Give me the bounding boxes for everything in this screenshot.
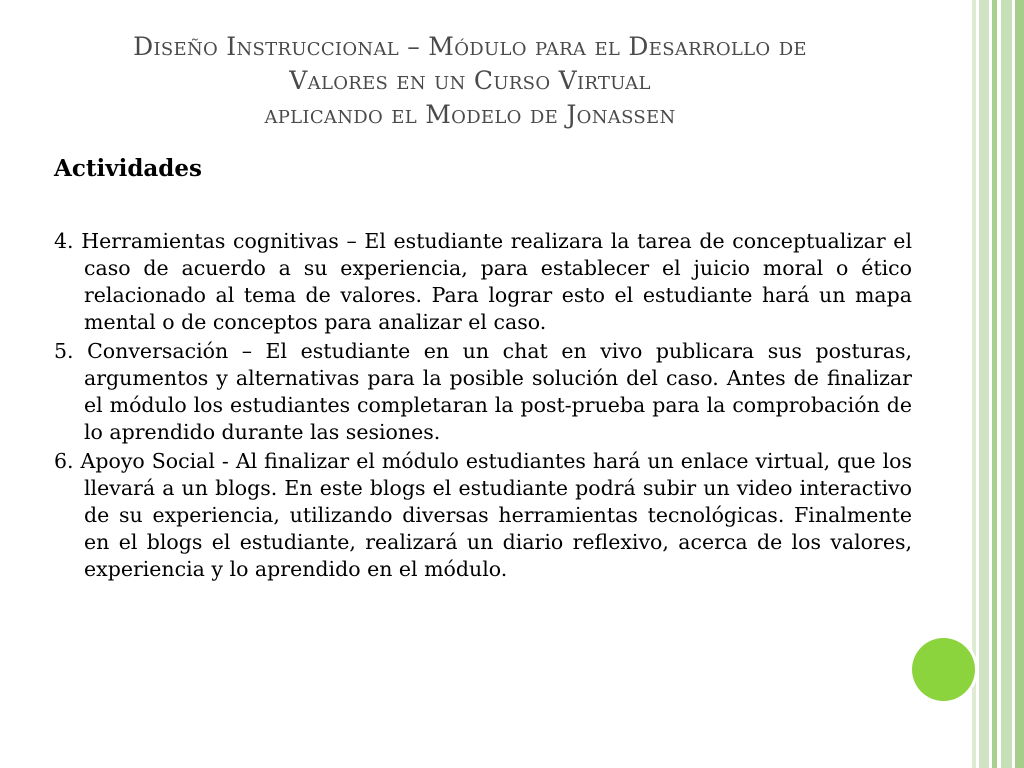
stripe (979, 0, 989, 768)
activity-item-6: 6. Apoyo Social - Al finalizar el módulo estudiantes hará un enlace virtual, que los llevará a un blogs. En este blogs el estudiante podrá subir un video interactivo de su experiencia, utilizando diversas herramientas tecnológicas. Finalmente en el blogs el estudiante, realizará un diario reflexivo, acerca de los valores, experiencia y lo aprendido en el módulo. (54, 449, 912, 581)
activity-item-5: 5. Conversación – El estudiante en un chat en vivo publicara sus posturas, argumentos y alternativas para la posible solución del caso. Antes de finalizar el módulo los estudiantes completaran la post-prueba para la comprobación de lo aprendido durante las sesiones. (54, 339, 912, 444)
decorative-circle (912, 638, 975, 701)
title-line-2: Valores en un Curso Virtual (289, 66, 651, 95)
stripe (1001, 0, 1012, 768)
title-line-3: aplicando el Modelo de Jonassen (264, 100, 676, 129)
stripe (1015, 0, 1024, 768)
decorative-stripes (972, 0, 1024, 768)
slide-title (60, 30, 880, 132)
activity-item-4: 4. Herramientas cognitivas – El estudiante realizara la tarea de conceptualizar el caso de acuerdo a su experiencia, para establecer el juicio moral o ético relacionado al tema de valores. Para lograr esto el estudiante hará un mapa mental o de conceptos para analizar el caso. (54, 229, 912, 334)
title-line-1: Diseño Instruccional – Módulo para el Desarrollo de (133, 32, 807, 61)
activity-list (54, 228, 912, 583)
section-heading: Actividades (54, 155, 202, 182)
